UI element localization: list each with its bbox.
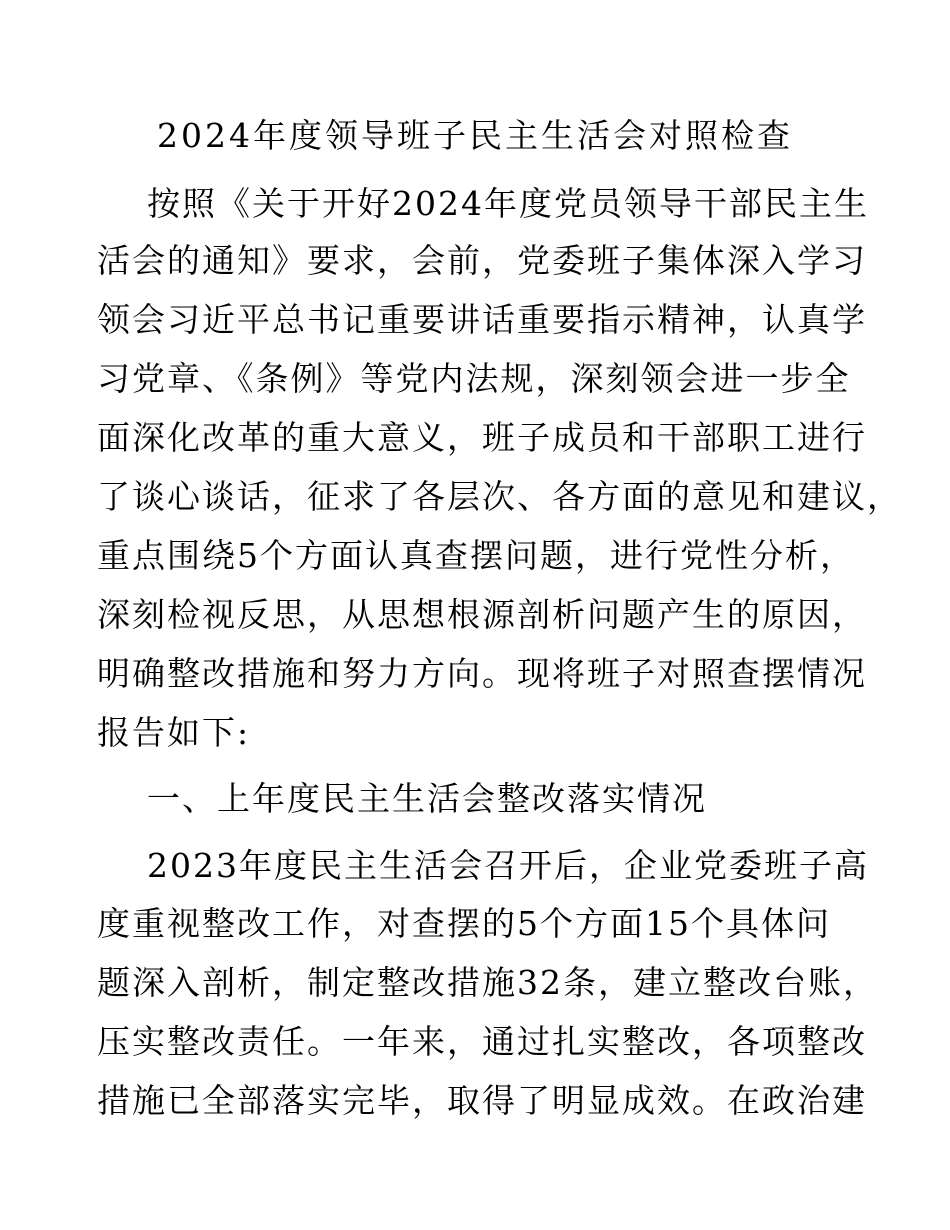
- paragraph1-line-7: 重点围绕5个方面认真查摆问题，进行党性分析，: [97, 536, 855, 575]
- paragraph1-line-8: 深刻检视反思，从思想根源剖析问题产生的原因，: [97, 595, 867, 634]
- paragraph1-line-9: 明确整改措施和努力方向。现将班子对照查摆情况: [97, 654, 867, 693]
- paragraph1-line-10: 报告如下:: [97, 713, 251, 752]
- paragraph1-line-3: 领会习近平总书记重要讲话重要指示精神，认真学: [97, 300, 867, 339]
- paragraph1-line-2: 活会的通知》要求，会前，党委班子集体深入学习: [97, 241, 867, 280]
- section1-heading: 一、上年度民主生活会整改落实情况: [147, 779, 707, 818]
- paragraph2-line-1: 2023年度民主生活会召开后，企业党委班子高: [147, 846, 869, 885]
- paragraph2-line-2: 度重视整改工作，对查摆的5个方面15个具体问: [97, 904, 831, 943]
- paragraph1-line-5: 面深化改革的重大意义，班子成员和干部职工进行: [97, 418, 867, 457]
- paragraph2-line-3: 题深入剖析，制定整改措施32条，建立整改台账，: [97, 963, 878, 1002]
- paragraph1-line-6: 了谈心谈话，征求了各层次、各方面的意见和建议，: [97, 477, 902, 516]
- paragraph2-line-4: 压实整改责任。一年来，通过扎实整改，各项整改: [97, 1022, 867, 1061]
- paragraph1-line-1: 按照《关于开好2024年度党员领导干部民主生: [147, 184, 869, 223]
- document-title: 2024年度领导班子民主生活会对照检查: [157, 116, 793, 155]
- paragraph1-line-4: 习党章、《条例》等党内法规，深刻领会进一步全: [97, 359, 851, 398]
- paragraph2-line-5: 措施已全部落实完毕，取得了明显成效。在政治建: [97, 1081, 867, 1120]
